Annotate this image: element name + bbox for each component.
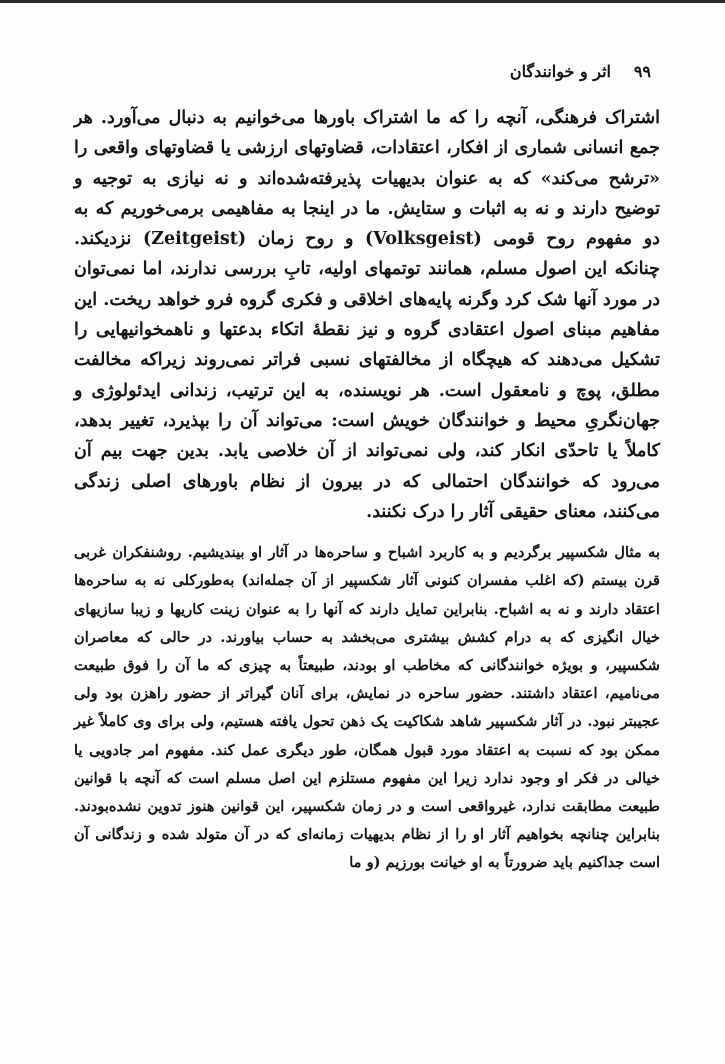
paragraph-secondary: به مثال شکسپیر برگردیم و به کاربرد اشباح و ساحره‌ها در آثار او بیندیشیم. روشنفکران غربی قرن بیستم (که اغلب مفسران کنونی آثار شکسپیر از آن جمله‌اند) به‌طورکلی نه به ساحره‌ها اعتقاد دارند و نه به اشباح. بنابراین تمایل دارند که آنها را به عنوان زینت کاریها و زیبا سازیهای خیال انگیزی که به درام کشش بیشتری می‌بخشد به حساب بیاورند. در حالی که معاصران شکسپیر، و بویژه خوانندگانی که مخاطب او بودند، طبیعتاً به چیزی که ما آن را فوق طبیعت می‌نامیم، اعتقاد داشتند. حضور ساحره در نمایش، برای آنان گیراتر از حضور راهزن بود ولی عجیبتر نبود. در آثار شکسپیر شاهد شکاکیت یک ذهن تحول یافته هستیم، ولی برای وی کاملاً غیر ممکن بود که نسبت به اعتقاد مورد قبول همگان، طور دیگری عمل کند. مفهوم امر جادویی یا خیالی در فکر او وجود ندارد زیرا این مفهوم مستلزم این اصل مسلم است که آنچه با قوانین طبیعت مطابقت ندارد، غیرواقعی است و در زمان شکسپیر، این قوانین هنوز تدوین نشده‌بودند. بنابراین چنانچه بخواهیم آثار او را از نظام بدیهیات زمانه‌ای که در آن متولد شده و زندگانی آن است جداکنیم باید ضرورتاً به او خیانت بورزیم (و ما [74, 544, 660, 872]
body-text [74, 103, 660, 878]
top-edge-rule [0, 0, 725, 3]
page-number: ۹۹ [633, 62, 651, 81]
paragraph-main: اشتراک فرهنگی، آنچه را که ما اشتراک باورها می‌خوانیم به دنبال می‌آورد. هر جمع انسانی شماری از افکار، اعتقادات، قضاوتهای ارزشی یا قضاوتهای واقعی را «ترشح می‌کند» که به عنوان بدیهیات پذیرفته‌شده‌اند و نه نیازی به توجیه و توضیح دارند و نه به اثبات و ستایش. ما در اینجا به مفاهیمی برمی‌خوریم که به دو مفهوم روح قومی (Volksgeist) و روح زمان (Zeitgeist) نزدیکند. چنانکه این اصول مسلم، همانند توتمهای اولیه، تابِ بررسی ندارند، اما نمی‌توان در مورد آنها شک کرد وگرنه پایه‌های اخلاقی و فکری گروه فرو خواهد ریخت. این مفاهیم مبنای اصول اعتقادی گروه و نیز نقطهٔ اتکاء بدعتها و ناهمخوانیهایی را تشکیل می‌دهند که هیچگاه از مخالفتهای نسبی فراتر نمی‌روند زیراکه مخالفت مطلق، پوچ و نامعقول است. هر نویسنده، به این ترتیب، زندانی ایدئولوژی و جهان‌نگریِ محیط و خوانندگان خویش است: می‌تواند آن را بپذیرد، تغییر بدهد، کاملاً یا تاحدّی انکار کند، ولی نمی‌تواند از آن خلاصی یابد. بدین جهت بیم آن می‌رود که خوانندگان احتمالی که در بیرون از نظام باورهای اصلی زندگی می‌کنند، معنای حقیقی آثار را درک نکنند. [74, 108, 660, 522]
running-header [72, 62, 651, 88]
running-title: اثر و خوانندگان [509, 62, 611, 81]
